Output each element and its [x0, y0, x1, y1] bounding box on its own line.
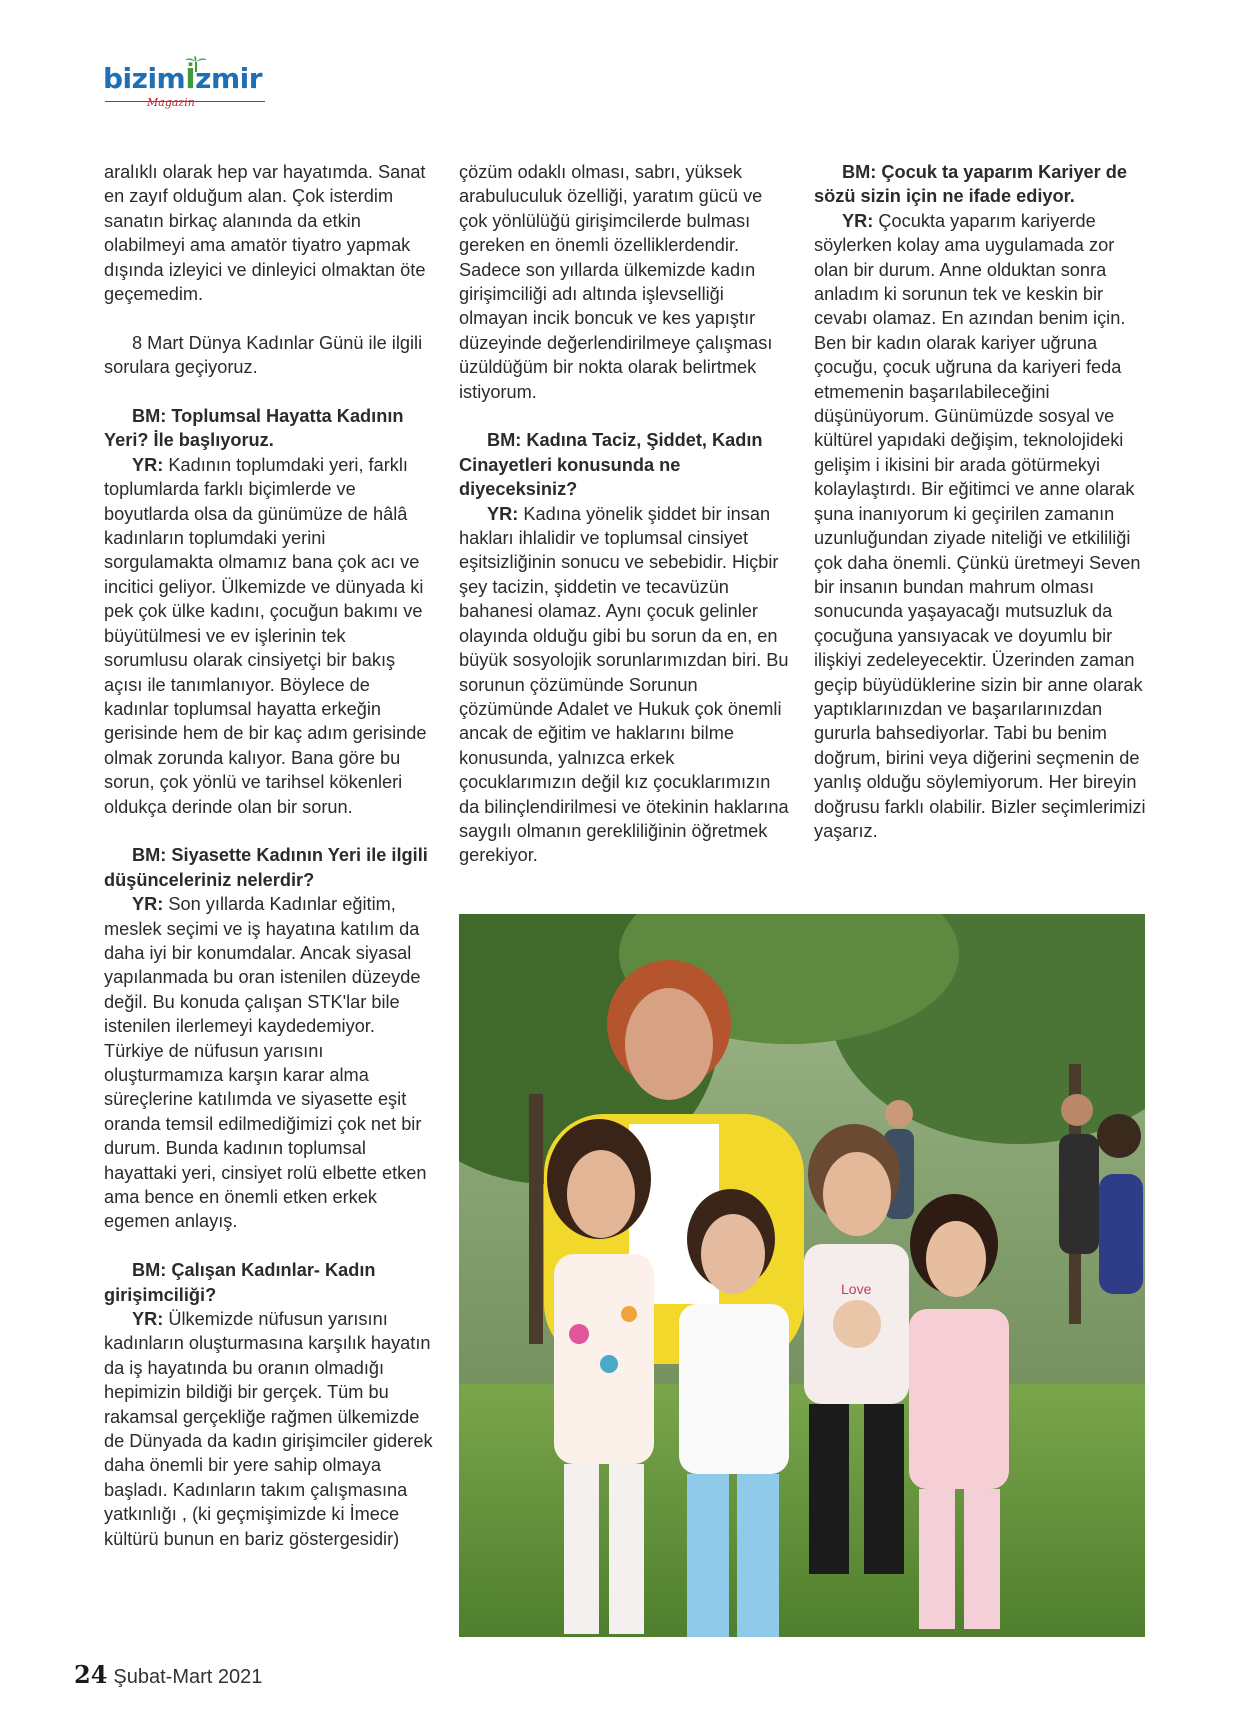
interview-answer: YR: Kadına yönelik şiddet bir insan hakları ihlalidir ve toplumsal cinsiyet eşitsizliğinin sonucu ve sebebidir. Hiçbir şey tacizin, şiddetin ve tecavüzün bahanesi olamaz. Aynı çocuk gelinler olayında olduğu gibi bu sorun da en, en büyük sosyolojik sorunlarımızdan biri. Bu sorunun çözümünde Sorunun çözümünde Adalet ve Hukuk çok önemli ancak de eğitim ve haklarını bilme konusunda, yalnızca erkek çocuklarımızın değil kız çocuklarımızın da bilinçlendirilmesi ve ötekinin haklarına saygılı olmanın gerekliliğinin öğretmek gerekiyor. — [459, 503, 789, 866]
interview-answer: YR: Son yıllarda Kadınlar eğitim, meslek seçimi ve iş hayatına katılım da daha iyi bir konumdalar. Ancak siyasal yapılanmada bu oran istenilen düzeyde değil. Bu konuda çalışan STK'lar bile istenilen ilerlemeyi kaydedemiyor. Türkiye de nüfusun yarısını oluşturmamıza karşın karar alma süreçlerine katılımda ve siyasette eşit oranda temsil edilmediğimizi çok net bir durum. Bunda kadının toplumsal hayattaki yeri, cinsiyet rolü elbette etken ama bence en önemli etken erkek egemen anlayış. — [104, 894, 427, 1232]
interview-answer: YR: Ülkemizde nüfusun yarısını kadınların oluşturmasına karşılık hayatın da iş hayatında bu oranın olmadığı hepimizin bildiği bir gerçek. Tüm bu rakamsal gerçekliğe rağmen ülkemizde de Dünyada da kadın girişimciler giderek daha önemli bir yere sahip olmaya başladı. Kadınların takım çalışmasına yatkınlığı , (ki geçmişimizde ki İmece kültürü bunun en bariz göstergesidir) — [104, 1309, 433, 1549]
interview-question: BM: Çalışan Kadınlar- Kadın girişimciliği? — [104, 1260, 376, 1305]
magazine-logo — [103, 56, 273, 114]
interview-question: BM: Toplumsal Hayatta Kadının Yeri? İle başlıyoruz. — [104, 406, 404, 451]
paragraph: çözüm odaklı olması, sabrı, yüksek arabuluculuk özelliği, yaratım gücü ve çok yönlülüğü girişimcilerde bulması gereken en önemli özelliklerdendir. Sadece son yıllarda ülkemizde kadın girişimciliği adı altında işlevselliği olmayan incik boncuk ve kes yapıştır düzeyinde değerlendirilmeye çalışması üzüldüğüm bir nokta olarak belirtmek istiyorum. — [459, 162, 773, 402]
interview-answer: YR: Kadının toplumdaki yeri, farklı toplumlarda farklı biçimlerde ve boyutlarda olsa da günümüze de hâlâ kadınların toplumdaki yerini sorgulamakta olmamız bana çok acı ve incitici geliyor. Ülkemizde ve dünyada ki pek çok ülke kadını, çocuğun bakımı ve büyütülmesi ve ev işlerinin tek sorumlusu olarak cinsiyetçi bir bakış açısı ile tanımlanıyor. Böylece de kadınlar toplumsal hayatta erkeğin gerisinde hem de bir kaç adım gerisinde olmak zorunda kalıyor. Bana göre bu sorun, çok yönlü ve tarihsel kökenleri oldukça derinde olan bir sorun. — [104, 454, 427, 817]
palm-tree-icon — [185, 56, 207, 72]
interview-answer: YR: Çocukta yaparım kariyerde söylerken kolay ama uygulamada zor olan bir durum. Anne olduktan sonra anladım ki sorunun tek ve keskin bir cevabı olamaz. En azından benim için. Ben bir kadın olarak kariyer uğruna çocuğu, çocuk uğruna da kariyeri feda etmemenin başarılabileceğini düşünüyorum. Günümüzde sosyal ve kültürel yapıdaki değişim, teknolojideki gelişim i ikisini bir arada götürmekyi kolaylaştırdı. Bir eğitimci ve anne olarak şuna inanıyorum ki geçirilen zamanın uzunluğundan ziyade niteliği ve etkililiği çok daha önemli. Çünkü üretmeyi Seven bir insanın bundan mahrum olması sonucunda yaşayacağı mutsuzluk da çocuğuna yansıyacak ve doyumlu bir ilişkiyi zedeleyecektir. Üzerinden zaman geçip büyüdüklerine sizin bir anne olarak yaptıklarınızdan ve başarılarınızdan gururla bahsediyorlar. Tabi bu benim doğrum, birini veya diğerini seçmenin de yanlış olduğu söylemiyorum. Her bireyin doğrusu farklı olabilir. Bizler seçimlerimizi yaşarız. — [814, 210, 1146, 841]
paragraph: 8 Mart Dünya Kadınlar Günü ile ilgili sorulara geçiyoruz. — [104, 332, 423, 378]
paragraph: aralıklı olarak hep var hayatımda. Sanat en zayıf olduğum alan. Çok isterdim sanatın birkaç alanında da etkin olabilmeyi ama amatör tiyatro yapmak dışında izleyici ve dinleyici olmaktan öte geçemedim. — [104, 162, 426, 305]
photo-illustration — [459, 914, 1145, 1637]
issue-date: Şubat-Mart 2021 — [113, 1666, 263, 1688]
interview-question: BM: Kadına Taciz, Şiddet, Kadın Cinayetleri konusunda ne diyeceksiniz? — [459, 430, 763, 500]
interview-question: BM: Siyasette Kadının Yeri ile ilgili düşünceleriniz nelerdir? — [104, 845, 428, 890]
page-number: 24 — [74, 1660, 108, 1689]
article-column-2 — [459, 160, 794, 892]
interview-question: BM: Çocuk ta yaparım Kariyer de sözü sizin için ne ifade ediyor. — [814, 162, 1128, 207]
article-column-3 — [814, 160, 1150, 868]
article-photo — [459, 914, 1145, 1637]
logo-wordmark: bizimİzmir — [103, 62, 263, 95]
page-footer — [74, 1660, 262, 1689]
shirt-text: Love — [841, 1281, 872, 1297]
logo-subtitle: Magazin — [147, 96, 195, 109]
article-column-1 — [104, 160, 434, 1575]
